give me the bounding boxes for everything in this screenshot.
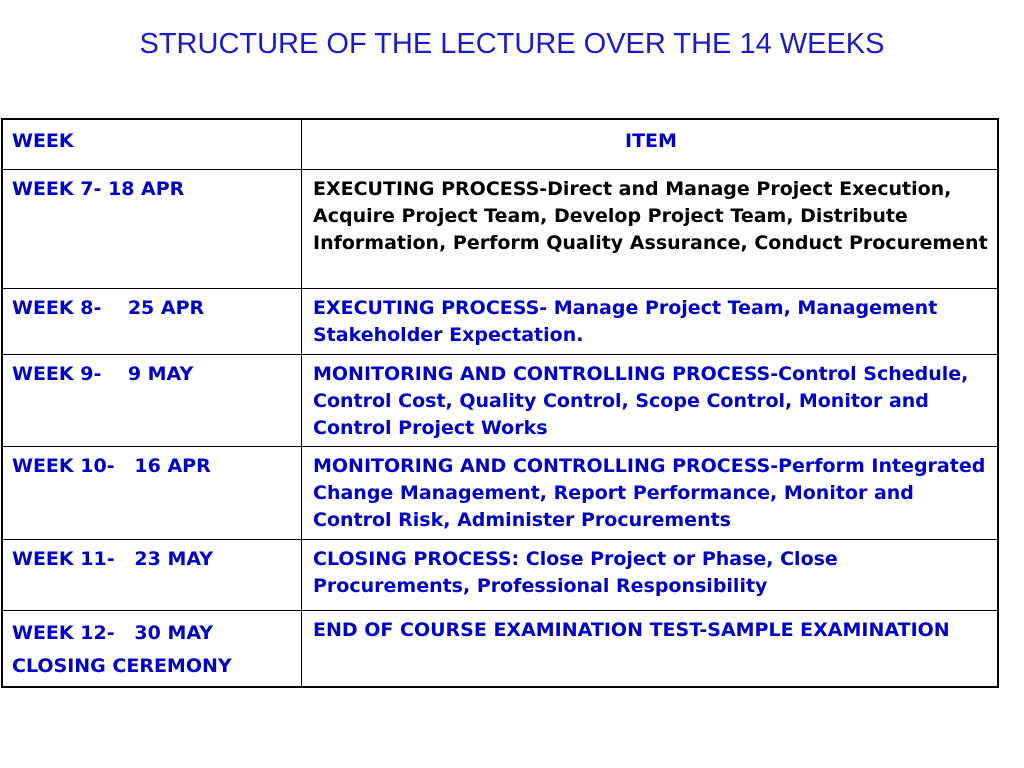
item-column-header: ITEM [302,119,999,170]
week-cell: WEEK 8- 25 APR [2,289,302,355]
week-cell: WEEK 9- 9 MAY [2,355,302,447]
table-row [2,170,998,289]
table-row [2,289,998,355]
lecture-schedule-table [1,118,999,688]
item-cell: CLOSING PROCESS: Close Project or Phase, Close Procurements, Professional Responsibility [302,540,999,611]
item-cell: MONITORING AND CONTROLLING PROCESS-Control Schedule, Control Cost, Quality Control, Scope Control, Monitor and Control Project Works [302,355,999,447]
item-cell: EXECUTING PROCESS- Manage Project Team, Management Stakeholder Expectation. [302,289,999,355]
week-cell: WEEK 10- 16 APR [2,447,302,540]
table-row [2,611,998,688]
item-cell: MONITORING AND CONTROLLING PROCESS-Perform Integrated Change Management, Report Performance, Monitor and Control Risk, Administer Procurements [302,447,999,540]
item-cell: EXECUTING PROCESS-Direct and Manage Project Execution, Acquire Project Team, Develop Project Team, Distribute Information, Perform Quality Assurance, Conduct Procurement [302,170,999,289]
table-row [2,355,998,447]
item-cell: END OF COURSE EXAMINATION TEST-SAMPLE EXAMINATION [302,611,999,688]
page-title: STRUCTURE OF THE LECTURE OVER THE 14 WEEKS [139,28,885,60]
week-cell: WEEK 12- 30 MAY CLOSING CEREMONY [2,611,302,688]
table-row [2,447,998,540]
week-cell: WEEK 7- 18 APR [2,170,302,289]
table-row [2,540,998,611]
week-column-header: WEEK [2,119,302,170]
week-cell: WEEK 11- 23 MAY [2,540,302,611]
table-header-row [2,119,998,170]
